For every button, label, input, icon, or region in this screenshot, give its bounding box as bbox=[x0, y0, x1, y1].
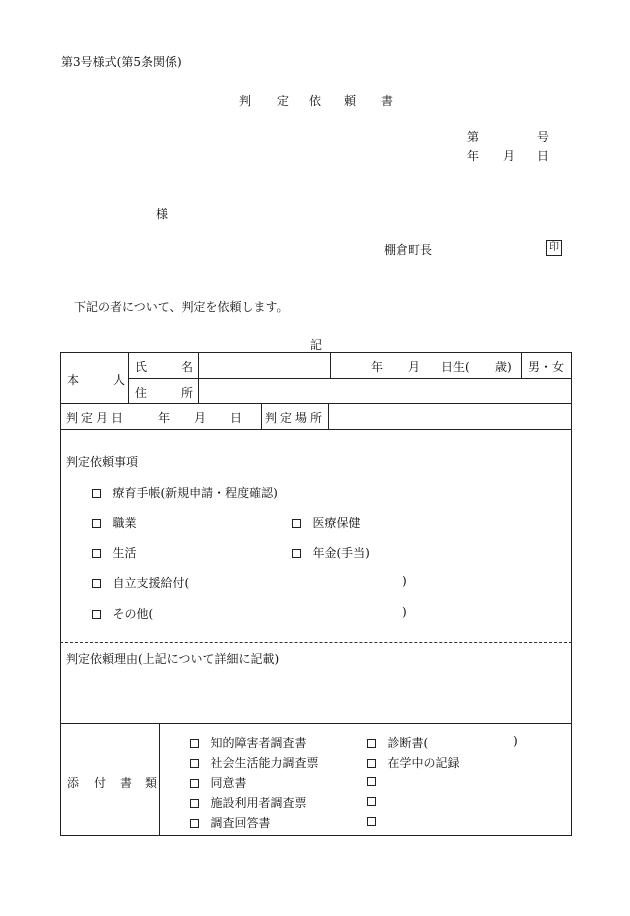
item-sonota[interactable] bbox=[92, 605, 153, 622]
date-month: 月 bbox=[503, 149, 516, 163]
form-number: 第3号様式(第5条関係) bbox=[61, 55, 182, 69]
col-divider bbox=[261, 403, 262, 429]
item-seikatsu[interactable] bbox=[92, 544, 136, 561]
attachment-item[interactable] bbox=[190, 794, 306, 811]
age-label: 歳) bbox=[495, 360, 512, 374]
item-nenkin[interactable] bbox=[292, 544, 370, 561]
row-divider bbox=[60, 429, 572, 430]
judge-date-label: 判定月日 bbox=[66, 411, 127, 425]
checkbox[interactable] bbox=[292, 549, 301, 558]
attachment-item[interactable] bbox=[190, 754, 318, 771]
item-ryoiku[interactable] bbox=[92, 484, 278, 501]
attachment-item[interactable] bbox=[190, 814, 270, 831]
attachment-label: 知的障害者調査書 bbox=[210, 736, 307, 750]
birth-month: 月 bbox=[408, 360, 421, 374]
addressee-suffix: 様 bbox=[156, 207, 169, 221]
checkbox[interactable] bbox=[190, 759, 199, 768]
judge-date-month: 月 bbox=[194, 411, 207, 425]
item-label: 年金(手当) bbox=[312, 546, 370, 560]
checkbox[interactable] bbox=[190, 799, 199, 808]
reason-heading: 判定依頼理由(上記について詳細に記載) bbox=[66, 652, 280, 666]
doc-no-suffix: 号 bbox=[537, 130, 550, 144]
title-char: 依 bbox=[309, 94, 322, 108]
attachment-label: 診断書( bbox=[387, 736, 429, 750]
judge-date-day: 日 bbox=[230, 411, 243, 425]
checkbox[interactable] bbox=[190, 779, 199, 788]
checkbox[interactable] bbox=[92, 579, 101, 588]
item-label: 生活 bbox=[112, 546, 137, 560]
doc-no-prefix: 第 bbox=[467, 130, 480, 144]
attachment-close: ) bbox=[513, 734, 518, 748]
request-items-heading: 判定依頼事項 bbox=[66, 455, 139, 469]
person-label-2: 人 bbox=[113, 373, 126, 387]
sender-title: 棚倉町長 bbox=[384, 243, 433, 257]
name-field[interactable] bbox=[199, 353, 329, 377]
date-year: 年 bbox=[467, 149, 480, 163]
attachments-label-2: 付 bbox=[94, 776, 107, 790]
col-divider bbox=[159, 723, 160, 836]
attachment-item[interactable] bbox=[367, 794, 376, 808]
item-label: 自立支援給付( bbox=[112, 576, 190, 590]
item-shokugyo[interactable] bbox=[92, 514, 136, 531]
attachments-label-1: 添 bbox=[67, 776, 80, 790]
checkbox[interactable] bbox=[367, 777, 376, 786]
address-label-1: 住 bbox=[135, 386, 148, 400]
ki-label: 記 bbox=[310, 338, 323, 352]
title-char: 書 bbox=[381, 94, 394, 108]
judge-date-year: 年 bbox=[158, 411, 171, 425]
gender-choice[interactable]: 男・女 bbox=[528, 360, 565, 374]
attachment-label: 社会生活能力調査票 bbox=[210, 756, 319, 770]
attachment-item[interactable] bbox=[190, 734, 306, 751]
checkbox[interactable] bbox=[92, 489, 101, 498]
checkbox[interactable] bbox=[367, 759, 376, 768]
title-char: 頼 bbox=[344, 94, 357, 108]
seal-mark: 印 bbox=[546, 240, 562, 256]
checkbox[interactable] bbox=[367, 817, 376, 826]
attachments-label-4: 類 bbox=[145, 776, 158, 790]
checkbox[interactable] bbox=[92, 519, 101, 528]
address-field[interactable] bbox=[199, 379, 571, 403]
item-label: 職業 bbox=[112, 516, 137, 530]
attachment-label: 調査回答書 bbox=[210, 816, 271, 830]
attachment-item[interactable] bbox=[367, 754, 459, 771]
attachment-item[interactable] bbox=[367, 814, 376, 828]
judge-place-label: 判定場所 bbox=[265, 411, 326, 425]
item-jiritsu[interactable] bbox=[92, 574, 189, 591]
col-divider bbox=[521, 352, 522, 378]
birth-year: 年 bbox=[371, 360, 384, 374]
attachment-item[interactable] bbox=[367, 734, 428, 751]
col-divider bbox=[128, 352, 129, 403]
item-label: その他( bbox=[112, 607, 154, 621]
checkbox[interactable] bbox=[190, 739, 199, 748]
address-label-2: 所 bbox=[181, 386, 194, 400]
attachment-label: 施設利用者調査票 bbox=[210, 796, 307, 810]
col-divider bbox=[330, 352, 331, 378]
item-label: 医療保健 bbox=[312, 516, 361, 530]
checkbox[interactable] bbox=[367, 797, 376, 806]
reason-field[interactable] bbox=[62, 668, 568, 720]
item-jiritsu-close: ) bbox=[402, 574, 407, 588]
judge-place-field[interactable] bbox=[329, 404, 571, 428]
name-label-2: 名 bbox=[181, 360, 194, 374]
checkbox[interactable] bbox=[92, 549, 101, 558]
person-label-1: 本 bbox=[67, 373, 80, 387]
name-label-1: 氏 bbox=[135, 360, 148, 374]
checkbox[interactable] bbox=[92, 610, 101, 619]
checkbox[interactable] bbox=[190, 819, 199, 828]
attachment-item[interactable] bbox=[190, 774, 246, 791]
checkbox[interactable] bbox=[292, 519, 301, 528]
attachment-item[interactable] bbox=[367, 774, 376, 788]
attachments-label-3: 書 bbox=[120, 776, 133, 790]
item-label: 療育手帳(新規申請・程度確認) bbox=[112, 486, 278, 500]
row-divider bbox=[60, 723, 572, 724]
item-sonota-close: ) bbox=[402, 605, 407, 619]
item-iryo[interactable] bbox=[292, 514, 360, 531]
title-char: 判 bbox=[239, 94, 252, 108]
birth-day: 日生( bbox=[441, 360, 470, 374]
request-form-table bbox=[60, 352, 572, 836]
checkbox[interactable] bbox=[367, 739, 376, 748]
attachment-label: 在学中の記録 bbox=[387, 756, 460, 770]
date-day: 日 bbox=[537, 149, 550, 163]
intro-text: 下記の者について、判定を依頼します。 bbox=[74, 300, 289, 314]
title-char: 定 bbox=[277, 94, 290, 108]
attachment-label: 同意書 bbox=[210, 776, 247, 790]
dashed-divider bbox=[60, 642, 572, 643]
